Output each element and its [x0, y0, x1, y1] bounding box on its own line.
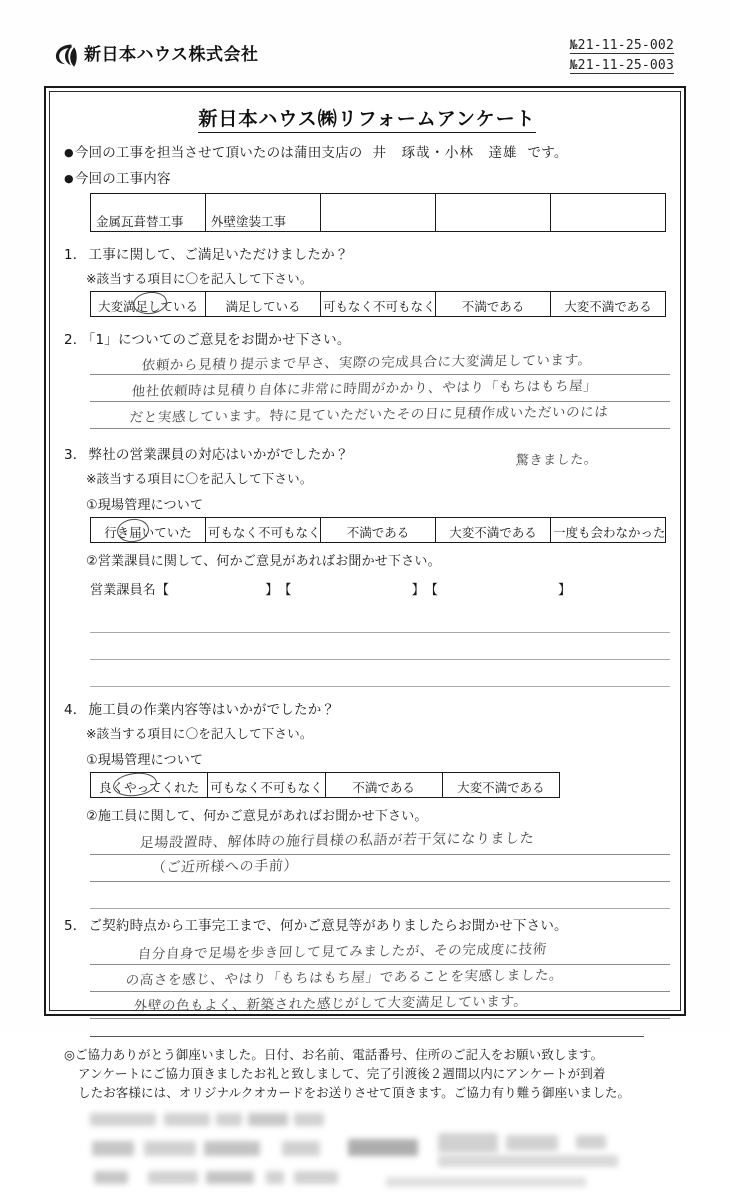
- construction-content-table: [90, 193, 666, 232]
- sales-staff-name-row: [90, 579, 670, 598]
- ruled-line: [90, 660, 670, 687]
- content-heading: 今回の工事内容: [74, 171, 171, 188]
- content-cell-4: [436, 194, 551, 232]
- closing-text: [64, 1046, 670, 1102]
- sales-staff-name-3[interactable]: [438, 583, 558, 598]
- intro-line: [64, 144, 670, 162]
- sales-staff-name-2[interactable]: [292, 583, 412, 598]
- ruled-line: [90, 606, 670, 633]
- q3-option-3[interactable]: 大変不満である: [436, 518, 551, 543]
- question-3-sub2-heading: ②営業課員に関して、何かご意見があればお聞かせ下さい。: [86, 554, 441, 570]
- question-1-scale-table: [90, 291, 666, 317]
- content-heading-line: [64, 170, 670, 188]
- question-1-text: 工事に関して、ご満足いただけましたか？: [88, 247, 349, 264]
- question-4-sub2-heading: ②施工員に関して、何かご意見があればお聞かせ下さい。: [86, 809, 428, 825]
- question-5-text: ご契約時点から工事完工まで、何かご意見等がありましたらお聞かせ下さい。: [88, 918, 568, 935]
- document-header: [0, 0, 730, 86]
- closing-line-3: したお客様には、オリジナルクオカードをお送りさせて頂きます。ご協力有り難う御座いました。: [78, 1084, 631, 1100]
- name-bracket-close-2: 】: [411, 583, 425, 599]
- q1-option-3[interactable]: 不満である: [436, 292, 551, 317]
- question-2-handwriting-line-1: 依頼から見積り提示まで早さ、実際の完成具合に大変満足しています。: [141, 352, 593, 375]
- question-5-handwriting-line-2: の高さを感じ、やはり「もちはもち屋」であることを実感しました。: [125, 967, 564, 990]
- question-5-handwriting-line-1: 自分自身で足場を歩き回して見てみましたが、その完成度に技術: [137, 941, 548, 963]
- question-2-answer-area[interactable]: [90, 348, 670, 432]
- closing-line-2: アンケートにご協力頂きましたお礼と致しまして、完了引渡後２週間以内にアンケートが到着: [78, 1066, 606, 1082]
- form-title-text: 新日本ハウス㈱リフォームアンケート: [198, 108, 535, 133]
- question-3-text: 弊社の営業課員の対応はいかがでしたか？: [88, 447, 349, 464]
- question-4-text: 施工員の作業内容等はいかがでしたか？: [88, 702, 336, 719]
- q1-option-2[interactable]: 可もなく不可もなく: [321, 292, 436, 317]
- q4-option-0-label: 良くやってくれた: [99, 780, 200, 796]
- question-3-ruled-lines[interactable]: [90, 606, 670, 687]
- q4-option-3[interactable]: 大変不満である: [442, 773, 559, 798]
- table-row: [91, 773, 560, 798]
- table-row: [91, 518, 666, 543]
- ruled-line: [90, 633, 670, 660]
- content-cell-3: [321, 194, 436, 232]
- bullet-icon: ●: [64, 172, 74, 186]
- q4-option-2[interactable]: 不満である: [325, 773, 442, 798]
- intro-prefix: 今回の工事を担当させて頂いたのは蒲田支店の: [74, 145, 363, 161]
- question-3-heading: [64, 443, 670, 469]
- document-numbers: [570, 38, 674, 78]
- form-title: [64, 104, 670, 131]
- question-1-number: 1．: [64, 247, 87, 264]
- question-4-scale-table: [90, 772, 560, 798]
- q3-option-0[interactable]: [91, 518, 206, 543]
- intro-staff-names: 井 琢哉・小林 達雄: [372, 145, 518, 161]
- q4-option-0[interactable]: [91, 773, 208, 798]
- name-bracket-close-3: 】: [558, 583, 572, 599]
- name-bracket-open-1: 【: [156, 583, 170, 599]
- intro-suffix: です。: [527, 145, 568, 161]
- question-5-number: 5．: [64, 918, 87, 935]
- sales-staff-name-1[interactable]: [169, 583, 265, 598]
- bullet-icon: ●: [64, 146, 74, 159]
- closing-divider: [90, 1036, 644, 1037]
- closing-line-1: ◎ご協力ありがとう御座いました。日付、お名前、電話番号、住所のご記入をお願い致します。: [64, 1047, 604, 1063]
- content-cell-2: 外壁塗装工事: [206, 194, 321, 232]
- question-5-handwriting-line-3: 外壁の色もよく、新築された感じがして大変満足しています。: [133, 994, 529, 1015]
- sales-staff-name-label: 営業課員名: [90, 583, 157, 599]
- question-1-heading: [64, 243, 670, 263]
- company-logo-block: [52, 42, 259, 68]
- question-3-note: ※該当する項目に〇を記入して下さい。: [86, 471, 313, 487]
- question-4-handwriting-line-2: （ご近所様への手前）: [151, 858, 299, 877]
- form-frame: [44, 86, 686, 1100]
- question-2-handwriting-overflow: 驚きました。: [515, 452, 599, 469]
- question-4-sub-heading: ①現場管理について: [86, 753, 204, 769]
- question-2-handwriting-line-2: 他社依頼時は見積り自体に非常に時間がかかり、やはり「もちはもち屋」: [131, 378, 598, 401]
- question-3-scale-table: [90, 517, 666, 543]
- question-2-text: 「1」についてのご意見をお聞かせ下さい。: [88, 332, 351, 349]
- table-row: [91, 194, 666, 232]
- ruled-line: [90, 882, 670, 909]
- question-5-heading: [64, 914, 670, 934]
- document-number-1: №21-11-25-002: [569, 38, 674, 53]
- name-bracket-open-2: 【: [278, 583, 292, 599]
- swoosh-logo-icon: [52, 42, 78, 68]
- name-bracket-close-1: 】: [265, 583, 279, 599]
- content-cell-5: [551, 194, 666, 232]
- question-4-handwriting-line-1: 足場設置時、解体時の施行員様の私語が若干気になりました: [139, 831, 535, 852]
- question-4-answer-area[interactable]: [90, 828, 670, 908]
- q3-option-2[interactable]: 不満である: [321, 518, 436, 543]
- question-2-number: 2．: [64, 332, 87, 349]
- q1-option-0[interactable]: [91, 292, 206, 317]
- document-number-2: №21-11-25-003: [569, 58, 674, 73]
- q1-option-1[interactable]: 満足している: [206, 292, 321, 317]
- question-4-heading: [64, 698, 670, 718]
- question-5-answer-area[interactable]: [90, 938, 670, 1022]
- name-bracket-open-3: 【: [424, 583, 439, 599]
- question-2-heading: [64, 328, 670, 348]
- question-2-handwriting-line-3: だと実感しています。特に見ていただいたその日に見積作成いただいのには: [129, 404, 610, 427]
- q1-option-4[interactable]: 大変不満である: [551, 292, 666, 317]
- question-1-note: ※該当する項目に〇を記入して下さい。: [86, 271, 313, 287]
- question-4-note: ※該当する項目に〇を記入して下さい。: [86, 726, 313, 742]
- q3-option-0-label: 行き届いていた: [104, 525, 192, 541]
- content-cell-1: 金属瓦葺替工事: [91, 194, 206, 232]
- company-name: 新日本ハウス株式会社: [84, 45, 259, 65]
- redacted-personal-info: [86, 1111, 670, 1195]
- question-4-number: 4．: [64, 702, 87, 719]
- q1-option-0-label: 大変満足している: [97, 299, 198, 315]
- q3-option-1[interactable]: 可もなく不可もなく: [206, 518, 321, 543]
- q4-option-1[interactable]: 可もなく不可もなく: [208, 773, 325, 798]
- question-3-number: 3．: [64, 447, 87, 464]
- form-content: [46, 88, 688, 1100]
- question-3-sub-heading: ①現場管理について: [86, 498, 204, 514]
- table-row: [91, 292, 666, 317]
- q3-option-4[interactable]: 一度も会わなかった: [551, 518, 666, 543]
